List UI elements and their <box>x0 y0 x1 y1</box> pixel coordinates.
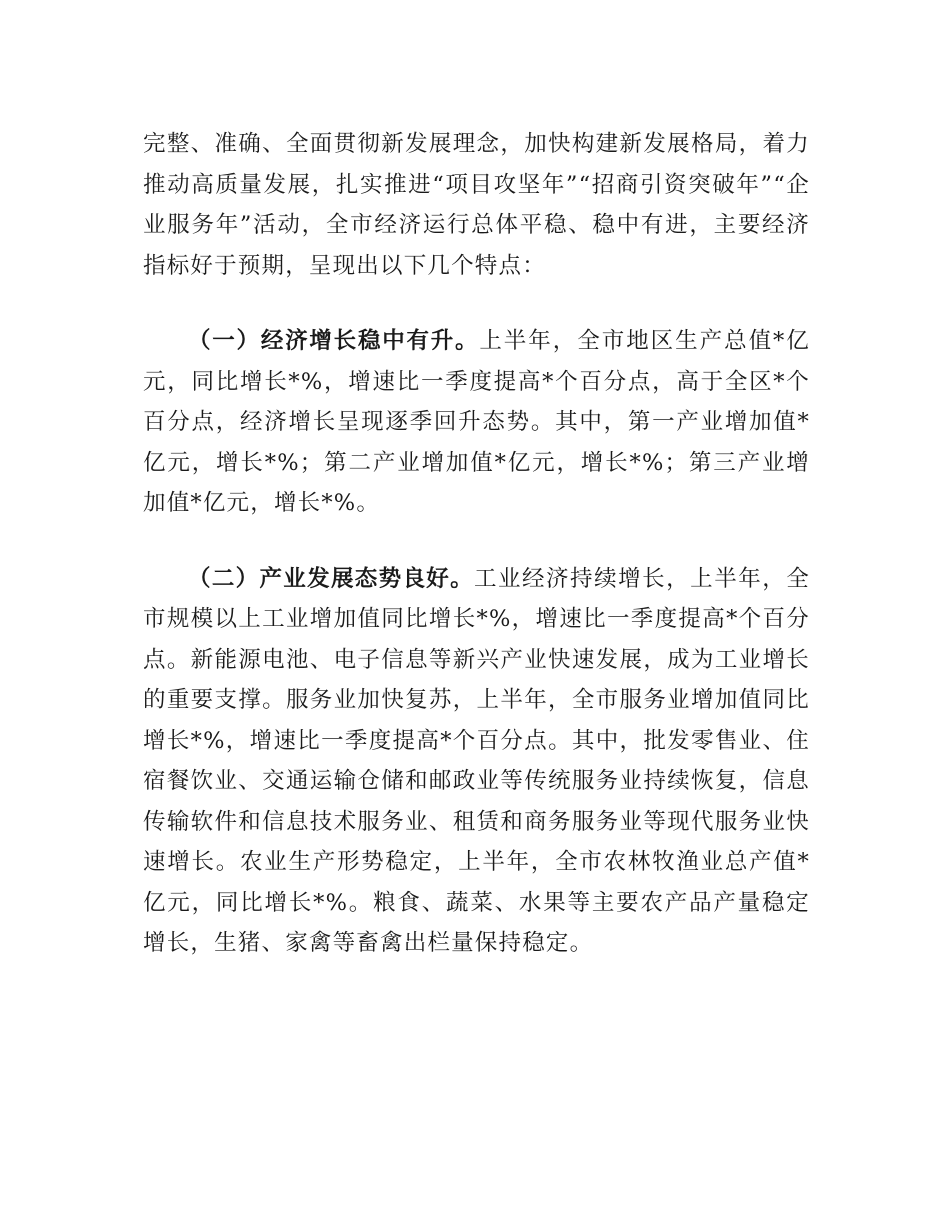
section-heading-industry-development: （二）产业发展态势良好。 <box>188 565 474 592</box>
section-industry-development <box>143 559 810 964</box>
section-heading-economic-growth: （一）经济增长稳中有升。 <box>188 328 480 354</box>
paragraph-intro-continuation: 完整、准确、全面贯彻新发展理念，加快构建新发展格局，着力推动高质量发展，扎实推进“项目攻坚年”“招商引资突破年”“企业服务年”活动，全市经济运行总体平稳、稳中有进，主要经济指标好于预期，呈现出以下几个特点： <box>143 131 810 279</box>
section-economic-growth <box>143 321 810 524</box>
document-body <box>143 124 810 964</box>
section-body-industry-development: 工业经济持续增长，上半年，全市规模以上工业增加值同比增长*%，增速比一季度提高*个百分点。新能源电池、电子信息等新兴产业快速发展，成为工业增长的重要支撑。服务业加快复苏，上半年，全市服务业增加值同比增长*%，增速比一季度提高*个百分点。其中，批发零售业、住宿餐饮业、交通运输仓储和邮政业等传统服务业持续恢复，信息传输软件和信息技术服务业、租赁和商务服务业等现代服务业快速增长。农业生产形势稳定，上半年，全市农林牧渔业总产值*亿元，同比增长*%。粮食、蔬菜、水果等主要农产品产量稳定增长，生猪、家禽等畜禽出栏量保持稳定。 <box>143 565 810 956</box>
section-body-economic-growth: 上半年，全市地区生产总值*亿元，同比增长*%，增速比一季度提高*个百分点，高于全区*个百分点，经济增长呈现逐季回升态势。其中，第一产业增加值*亿元，增长*%；第二产业增加值*亿元，增长*%；第三产业增加值*亿元，增长*%。 <box>143 328 810 516</box>
